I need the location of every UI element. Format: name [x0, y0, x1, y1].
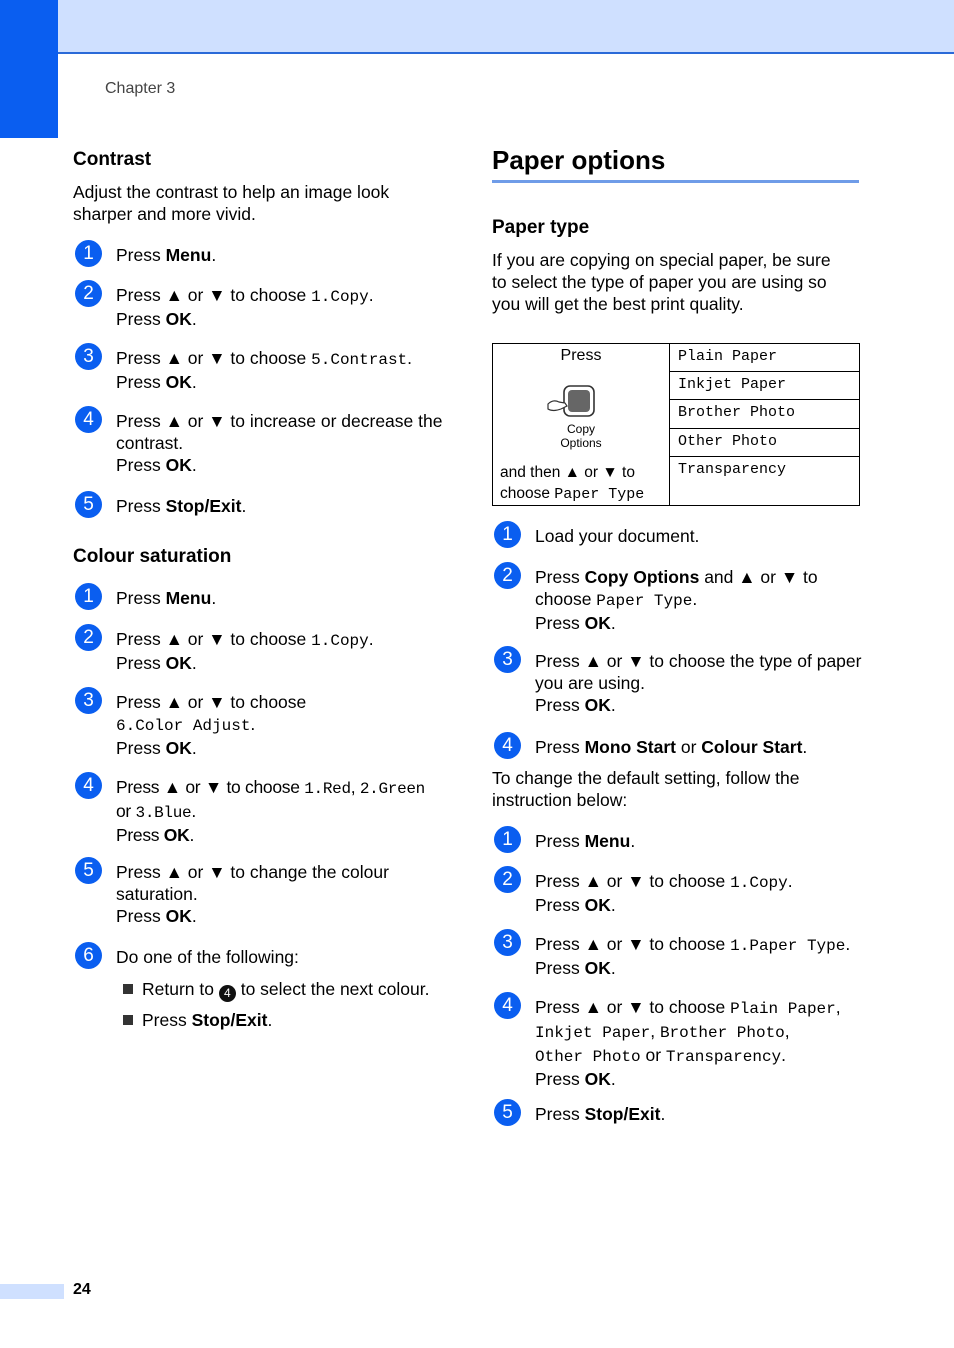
step-number: 2 — [494, 562, 521, 589]
bullet-square-icon — [123, 984, 133, 994]
paper-type-heading: Paper type — [492, 217, 590, 238]
contrast-heading: Contrast — [73, 149, 152, 170]
step-number: 2 — [494, 866, 521, 893]
step-number: 2 — [75, 280, 102, 307]
saturation-heading: Colour saturation — [73, 546, 232, 567]
chapter-tab — [0, 0, 58, 138]
page-number: 24 — [73, 1281, 91, 1298]
copy-options-button-icon — [545, 382, 605, 427]
step-number: 1 — [75, 240, 102, 267]
table-press-label: Press — [560, 347, 602, 364]
step-number: 4 — [494, 992, 521, 1019]
chapter-label: Chapter 3 — [105, 80, 176, 97]
bullet-return: Return to 4 to select the next colour. — [123, 979, 429, 1002]
table-and-then-text: and then ▲ or ▼ to choose Paper Type — [500, 464, 645, 503]
heading-rule — [492, 180, 859, 183]
step-number: 4 — [75, 406, 102, 433]
step-number: 3 — [494, 929, 521, 956]
copy-options-label: Copy Options — [560, 422, 602, 450]
table-option: Other Photo — [670, 428, 860, 456]
step-ref-icon: 4 — [219, 985, 236, 1002]
step-number: 1 — [494, 521, 521, 548]
step-number: 5 — [75, 491, 102, 518]
step-number: 4 — [75, 772, 102, 799]
step-number: 3 — [494, 646, 521, 673]
paper-type-table — [492, 343, 860, 506]
table-option: Plain Paper — [670, 344, 860, 372]
table-option: Inkjet Paper — [670, 372, 860, 400]
step-number: 6 — [75, 942, 102, 969]
table-instruction-cell — [493, 344, 670, 506]
table-option: Brother Photo — [670, 400, 860, 428]
table-option: Transparency — [670, 456, 860, 505]
step-number: 3 — [75, 687, 102, 714]
contrast-intro: Adjust the contrast to help an image look sharper and more vivid. — [73, 182, 390, 224]
header-bar — [0, 0, 954, 54]
step-number: 1 — [75, 583, 102, 610]
step-number: 3 — [75, 343, 102, 370]
bullet-square-icon — [123, 1015, 133, 1025]
paper-options-heading: Paper options — [492, 145, 666, 175]
page-number-bar — [0, 1284, 64, 1299]
default-setting-text: To change the default setting, follow the instruction below: — [492, 768, 800, 810]
bullet-stop-exit: Press Stop/Exit. — [123, 1010, 272, 1031]
step-number: 4 — [494, 732, 521, 759]
paper-type-intro: If you are copying on special paper, be sure to select the type of paper you are using so you will get the best print quality. — [492, 250, 831, 314]
step-number: 5 — [75, 857, 102, 884]
step-number: 5 — [494, 1099, 521, 1126]
step-number: 2 — [75, 624, 102, 651]
step-number: 1 — [494, 826, 521, 853]
